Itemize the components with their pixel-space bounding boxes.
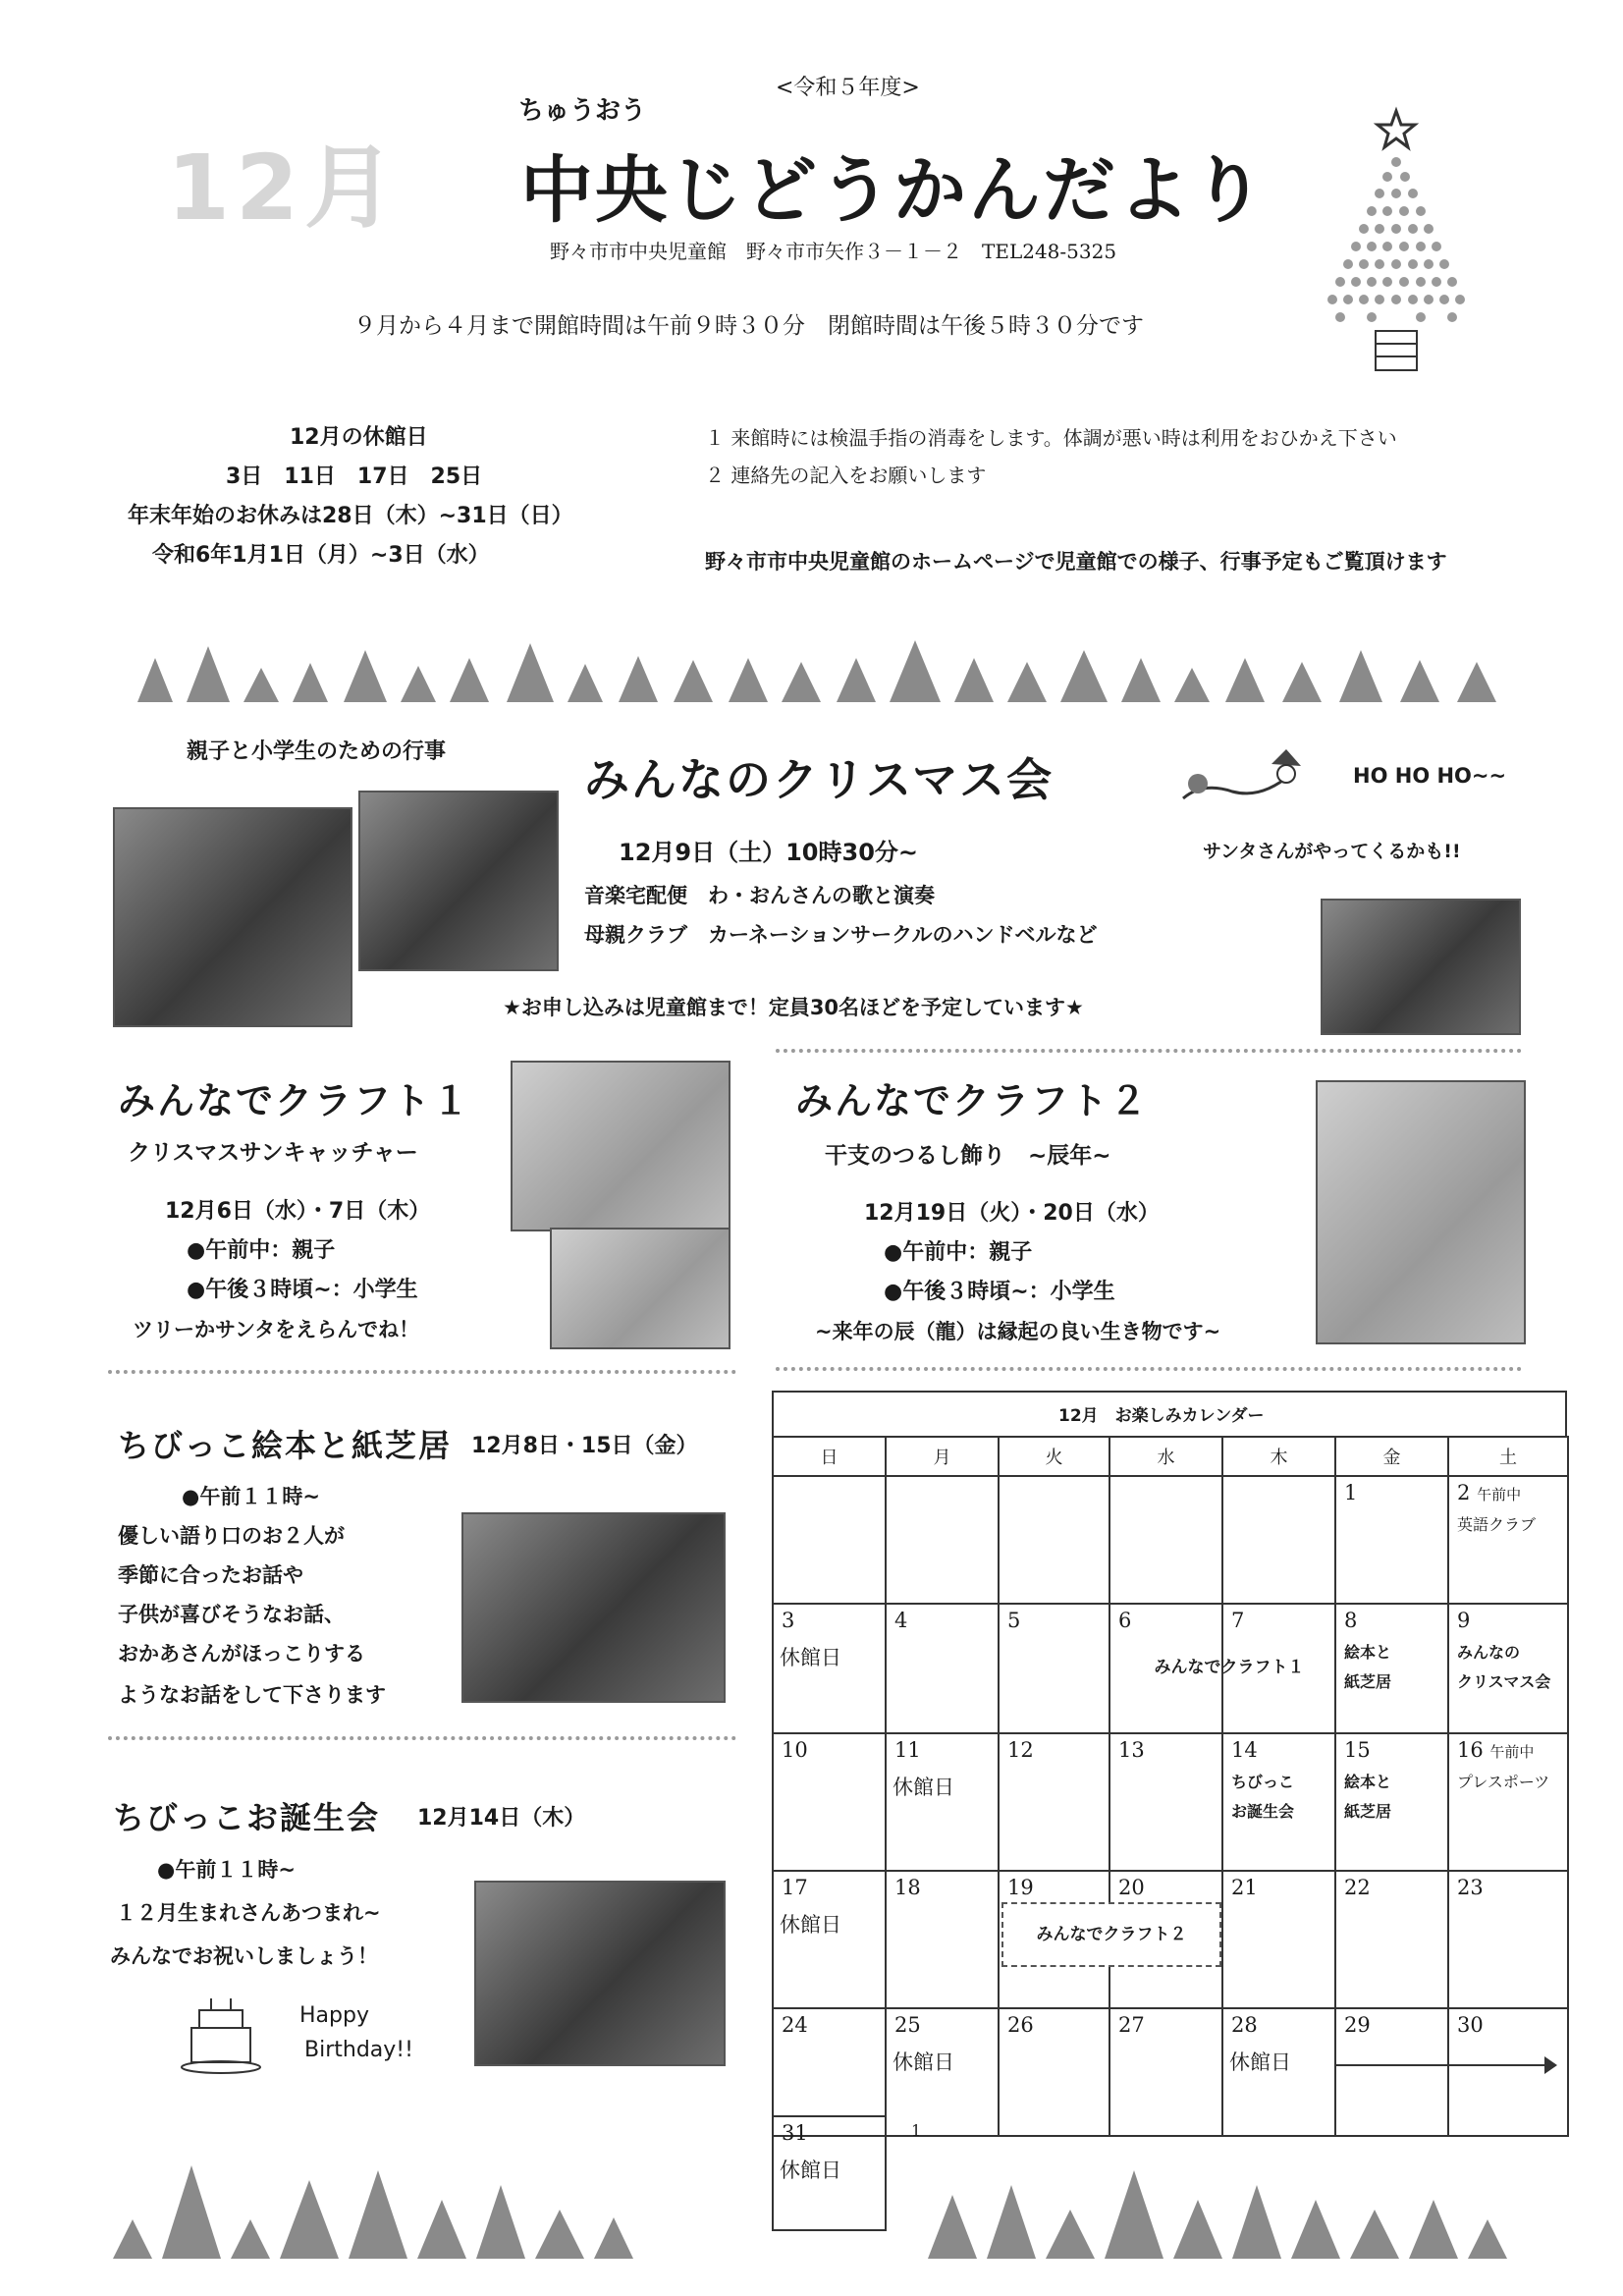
calendar-event-craft2	[1001, 1902, 1221, 1967]
craft1-note: ツリーかサンタをえらんでね！	[133, 1318, 420, 1341]
closures-heading: 12月の休館日	[290, 425, 428, 450]
day-note: 紙芝居	[1344, 1672, 1392, 1692]
christmas-subtitle: 親子と小学生のための行事	[187, 739, 447, 764]
page-title: 中央じどうかんだより	[520, 148, 1267, 233]
day-note: クリスマス会	[1457, 1672, 1551, 1692]
closed-label: 休館日	[780, 2159, 841, 2182]
fiscal-year: <令和５年度>	[776, 76, 920, 100]
calendar-cell-day-17	[773, 1871, 886, 2008]
craft2-am: ●午前中：親子	[884, 1240, 1033, 1265]
calendar-week-1	[773, 1476, 1568, 1604]
ehon-line-1: 優しい語り口のお２人が	[118, 1524, 345, 1548]
weekday-fri: 金	[1335, 1437, 1448, 1476]
january-first: 1	[911, 2121, 922, 2140]
day-number: 6	[1118, 1609, 1132, 1632]
calendar-cell-day-27	[1109, 2008, 1222, 2136]
ehon-line-5: ようなお話をして下さります	[118, 1683, 386, 1707]
calendar-event-craft1	[1111, 1648, 1347, 1687]
title-ruby: ちゅうおう	[518, 96, 647, 126]
santa-note: サンタさんがやってくるかも!!	[1203, 841, 1461, 862]
day-number: 17	[782, 1876, 808, 1899]
calendar-cell-day-14	[1222, 1733, 1335, 1871]
day-note: お誕生会	[1231, 1802, 1295, 1822]
notice-2: ２ 連絡先の記入をお願いします	[705, 464, 987, 487]
day-number: 29	[1344, 2013, 1371, 2037]
birthday-title: ちびっこお誕生会	[113, 1799, 381, 1836]
new-year-closure-2: 令和6年1月1日（月）~3日（水）	[152, 543, 490, 568]
day-number: 23	[1457, 1876, 1484, 1899]
day-number: 21	[1231, 1876, 1258, 1899]
birthday-time: ●午前１１時~	[157, 1858, 296, 1882]
calendar-cell-day-28	[1222, 2008, 1335, 2136]
calendar-cell-day-31	[772, 2115, 887, 2231]
craft1-subtitle: クリスマスサンキャッチャー	[128, 1140, 418, 1166]
event-label: みんなでクラフト１	[1154, 1658, 1305, 1677]
craft2-dates: 12月19日（火）・20日（水）	[864, 1201, 1160, 1226]
closed-label: 休館日	[780, 1913, 841, 1937]
closed-label: 休館日	[893, 2050, 954, 2074]
address-line: 野々市市中央児童館 野々市市矢作３－１－２ TEL248-5325	[550, 240, 1117, 263]
day-note: 午前中	[1477, 1486, 1522, 1503]
ehon-line-3: 子供が喜びそうなお話、	[118, 1603, 345, 1626]
day-note: 英語クラブ	[1457, 1515, 1537, 1534]
day-number: 10	[782, 1738, 808, 1762]
christmas-photo-2	[358, 791, 559, 971]
notice-1: １ 来館時には検温手指の消毒をします。体調が悪い時は利用をおひかえ下さい	[705, 426, 1397, 450]
christmas-photo-santa	[1321, 899, 1521, 1035]
weekday-mon: 月	[886, 1437, 999, 1476]
ehon-title: ちびっこ絵本と紙芝居	[118, 1427, 453, 1464]
day-number: 16 午前中	[1457, 1738, 1535, 1762]
day-note: プレスポーツ	[1457, 1773, 1550, 1791]
day-number: 12	[1007, 1738, 1034, 1762]
day-note: ちびっこ	[1231, 1773, 1295, 1791]
day-number: 22	[1344, 1876, 1371, 1899]
day-number: 31	[782, 2121, 808, 2145]
calendar-cell-day-15	[1335, 1733, 1448, 1871]
divider-dotted-3	[108, 1370, 736, 1374]
calendar-cell-day-2	[1448, 1476, 1568, 1604]
christmas-apply: ★お申し込みは児童館まで！定員30名ほどを予定しています★	[503, 996, 1084, 1019]
craft1-am: ●午前中：親子	[187, 1238, 336, 1263]
day-note: みんなの	[1457, 1643, 1521, 1662]
day-number: 24	[782, 2013, 808, 2037]
birthday-line-1: １２月生まれさんあつまれ~	[116, 1901, 381, 1925]
birthday-cake-icon	[172, 1989, 270, 2077]
birthday-date: 12月14日（木）	[417, 1806, 586, 1831]
homepage-notice: 野々市市中央児童館のホームページで児童館での様子、行事予定もご覧頂けます	[705, 550, 1447, 574]
craft2-pm: ●午後３時頃~：小学生	[884, 1280, 1115, 1304]
calendar-cell-day-9	[1448, 1604, 1568, 1733]
day-number: 8	[1344, 1609, 1358, 1632]
day-number: 26	[1007, 2013, 1034, 2037]
calendar-cell-empty	[773, 1476, 886, 1604]
calendar-cell-day-3	[773, 1604, 886, 1733]
closed-label: 休館日	[780, 1646, 841, 1669]
christmas-tree-illustration	[1311, 103, 1483, 383]
day-number: 4	[894, 1609, 908, 1632]
craft1-pm: ●午後３時頃~：小学生	[187, 1278, 418, 1302]
calendar-cell-day-18	[886, 1871, 999, 2008]
christmas-title: みんなのクリスマス会	[584, 753, 1055, 806]
calendar-cell-day-23	[1448, 1871, 1568, 2008]
day-note: 絵本と	[1344, 1773, 1392, 1791]
day-note: 午前中	[1489, 1743, 1535, 1761]
calendar-cell-day-16	[1448, 1733, 1568, 1871]
calendar-cell-day-10	[773, 1733, 886, 1871]
day-note: 紙芝居	[1344, 1802, 1392, 1822]
divider-dotted-2	[776, 1367, 1522, 1371]
craft1-photo	[511, 1061, 730, 1231]
calendar-cell-empty	[886, 1476, 999, 1604]
birthday-photo	[474, 1881, 726, 2066]
calendar-cell-day-22	[1335, 1871, 1448, 2008]
craft1-photo-2	[550, 1228, 730, 1349]
calendar-cell-day-12	[999, 1733, 1109, 1871]
weekday-thu: 木	[1222, 1437, 1335, 1476]
weekday-wed: 水	[1109, 1437, 1222, 1476]
craft2-subtitle: 干支のつるし飾り ~辰年~	[825, 1143, 1111, 1169]
craft2-photo	[1316, 1080, 1526, 1344]
closed-label: 休館日	[893, 1776, 954, 1799]
ehon-time: ●午前１１時~	[182, 1485, 320, 1508]
calendar-week-3	[773, 1733, 1568, 1871]
calendar-cell-empty	[1222, 1476, 1335, 1604]
weekday-sun: 日	[773, 1437, 886, 1476]
happy-text: Happy	[299, 2003, 369, 2028]
day-number: 14	[1231, 1738, 1258, 1762]
month-watermark: 12月	[167, 136, 402, 241]
event-label: みんなでクラフト２	[1036, 1925, 1187, 1944]
closure-days: 3日 11日 17日 25日	[226, 465, 483, 489]
day-number: 18	[894, 1876, 921, 1899]
day-number: 15	[1344, 1738, 1371, 1762]
closure-arrow-icon	[1333, 2050, 1559, 2080]
craft2-title: みんなでクラフト２	[795, 1079, 1150, 1122]
ehon-dates: 12月8日・15日（金）	[471, 1434, 698, 1458]
calendar-cell-day-5	[999, 1604, 1109, 1733]
calendar-cell-empty	[1109, 1476, 1222, 1604]
weekday-sat: 土	[1448, 1437, 1568, 1476]
day-number: 27	[1118, 2013, 1145, 2037]
craft1-dates: 12月6日（水）・7日（木）	[165, 1199, 431, 1224]
santa-sleigh-icon	[1163, 744, 1311, 813]
day-number: 11	[894, 1738, 921, 1762]
day-number: 13	[1118, 1738, 1145, 1762]
calendar-weekday-row	[773, 1437, 1568, 1476]
divider-dotted-1	[776, 1049, 1522, 1053]
calendar-title: 12月 お楽しみカレンダー	[1058, 1406, 1265, 1426]
day-number: 20	[1118, 1876, 1145, 1899]
birthday-line-2: みんなでお祝いしましょう！	[110, 1944, 378, 1968]
day-number: 5	[1007, 1609, 1021, 1632]
new-year-closure: 年末年始のお休みは28日（木）~31日（日）	[128, 504, 573, 528]
ehon-photo	[461, 1512, 726, 1703]
ehon-line-4: おかあさんがほっこりする	[118, 1642, 365, 1666]
calendar-cell-day-26	[999, 2008, 1109, 2136]
day-number: 9	[1457, 1609, 1471, 1632]
calendar-cell-day-1	[1335, 1476, 1448, 1604]
christmas-act-1: 音楽宅配便 わ・おんさんの歌と演奏	[584, 884, 935, 907]
christmas-act-2: 母親クラブ カーネーションサークルのハンドベルなど	[584, 923, 1098, 947]
calendar-cell-day-4	[886, 1604, 999, 1733]
craft2-note: ~来年の辰（龍）は縁起の良い生き物です~	[815, 1320, 1221, 1343]
day-number: 2 午前中	[1457, 1481, 1522, 1504]
calendar-cell-day-25	[886, 2008, 999, 2136]
day-number: 30	[1457, 2013, 1484, 2037]
christmas-photo-1	[113, 807, 352, 1027]
calendar-table	[772, 1436, 1569, 2137]
day-number: 28	[1231, 2013, 1258, 2037]
day-note: 絵本と	[1344, 1643, 1392, 1662]
day-number: 7	[1231, 1609, 1245, 1632]
day-number: 3	[782, 1609, 795, 1632]
opening-hours: ９月から４月まで開館時間は午前９時３０分 閉館時間は午後５時３０分です	[353, 313, 1144, 339]
birthday-text: Birthday!!	[304, 2038, 413, 2062]
calendar-cell-day-13	[1109, 1733, 1222, 1871]
christmas-datetime: 12月9日（土）10時30分~	[619, 839, 919, 866]
day-number: 19	[1007, 1876, 1034, 1899]
tree-border-top	[118, 629, 1512, 707]
craft1-title: みんなでクラフト１	[118, 1079, 472, 1122]
ehon-line-2: 季節に合ったお話や	[118, 1563, 303, 1587]
weekday-tue: 火	[999, 1437, 1109, 1476]
calendar-cell-day-21	[1222, 1871, 1335, 2008]
calendar-cell-day-11	[886, 1733, 999, 1871]
calendar-cell-empty	[999, 1476, 1109, 1604]
calendar-cell-day-8	[1335, 1604, 1448, 1733]
day-number: 1	[1344, 1481, 1358, 1504]
divider-dotted-4	[108, 1736, 736, 1740]
day-number: 25	[894, 2013, 921, 2037]
closed-label: 休館日	[1229, 2050, 1291, 2074]
hohoho-text: HO HO HO~~	[1353, 764, 1507, 788]
